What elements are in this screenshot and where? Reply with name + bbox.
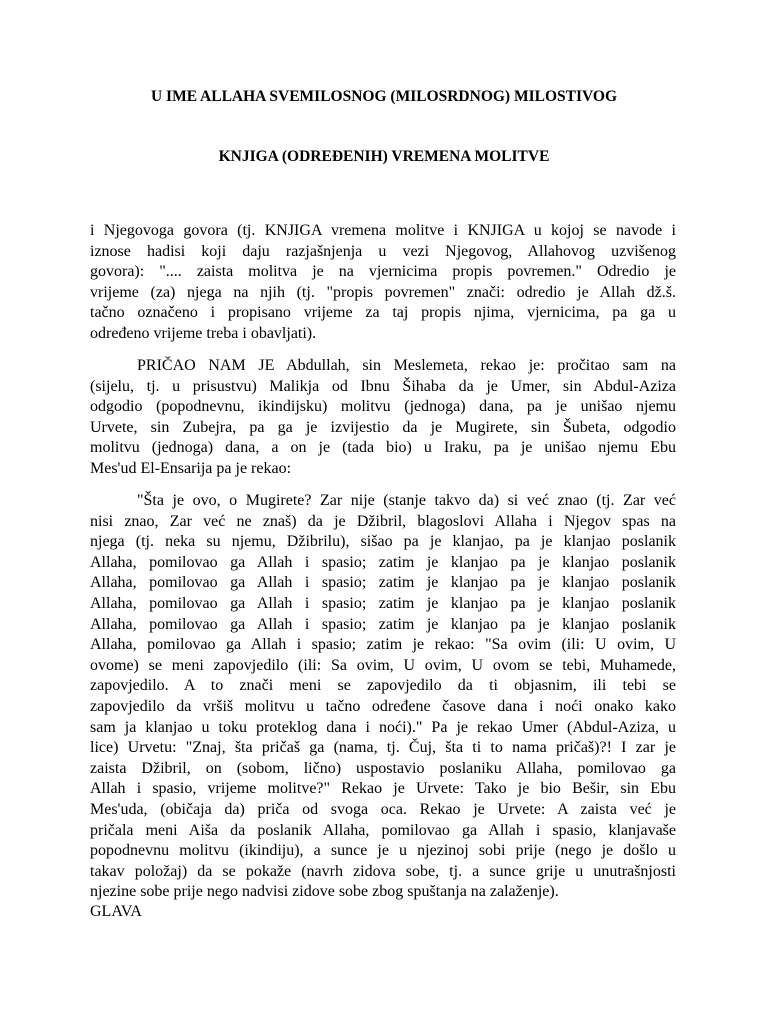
section-label: GLAVA (90, 903, 142, 920)
paragraph-narration (90, 356, 676, 480)
page-title: U IME ALLAHA SVEMILOSNOG (MILOSRDNOG) MILOSTIVOG (150, 88, 618, 105)
text-line: Allaha, pomilovao ga Allah i spasio; zatim je klanjao pa je klanjao poslanik (90, 553, 676, 571)
text-line: odgodio (popodnevnu, ikindijsku) molitvu (jednoga) dana, pa je unišao njemu (90, 398, 676, 416)
text-line: takav položaj) da se pokaže (navrh zidova sobe, tj. a sunce grije u unutrašnjosti (90, 862, 676, 880)
text-line: Mes'uda, (običaja da) priča od svoga oca. Rekao je Urvete: A zaista već je (90, 800, 676, 818)
text-line: Allaha, pomilovao ga Allah i spasio; zatim je klanjao pa je klanjao poslanik (90, 615, 676, 633)
text-line: govora): ".... zaista molitva je na vjernicima propis povremen." Odredio je (90, 263, 676, 281)
text-line: zaista Džibril, on (sobom, lično) uspostavio poslaniku Allaha, pomilovao ga (90, 759, 676, 777)
text-line: Urvete, sin Zubejra, pa ga je izvijestio da je Mugirete, sin Šubeta, odgodio (90, 418, 676, 436)
paragraph-hadith (90, 491, 676, 903)
text-line: nisi znao, Zar već ne znaš) da je Džibril, blagoslovi Allaha i Njegov spas na (90, 512, 676, 530)
text-line: tačno označeno i propisano vrijeme za taj propis njima, vjernicima, pa ga u (90, 304, 676, 322)
text-line: popodnevnu molitvu (ikindiju), a sunce je u njezinoj sobi prije (nego je došlo u (90, 842, 676, 860)
paragraph-intro (90, 221, 676, 345)
text-line: Allaha, pomilovao ga Allah i spasio; zatim je klanjao pa je klanjao poslanik (90, 574, 676, 592)
text-line: PRIČAO NAM JE Abdullah, sin Meslemeta, rekao je: pročitao sam na (137, 357, 676, 374)
text-line: Allaha, pomilovao ga Allah i spasio; zatim je klanjao pa je klanjao poslanik (90, 594, 676, 612)
text-line: sam ja klanjao u toku proteklog dana i noći)." Pa je rekao Umer (Abdul-Aziza, u (90, 718, 676, 736)
text-line: vrijeme (za) njega na njih (tj. "propis povremen" znači: odredio je Allah dž.š. (90, 283, 676, 301)
text-line: zapovjedilo da vršiš molitvu u tačno određene časove dana i noći onako kako (90, 697, 676, 715)
text-line: Mes'ud El-Ensarija pa je rekao: (90, 459, 292, 477)
text-line: molitvu (jednoga) dana, a on je (tada bio) u Iraku, pa je unišao njemu Ebu (90, 439, 676, 457)
text-line: zapovjedilo. A to znači meni se zapovjedilo da ti objasnim, ili tebi se (90, 677, 676, 695)
text-line: određeno vrijeme treba i obavljati). (90, 324, 317, 342)
text-line: "Šta je ovo, o Mugirete? Zar nije (stanje takvo da) si već znao (tj. Zar već (137, 492, 676, 509)
text-line: Allah i spasio, vrijeme molitve?" Rekao je Urvete: Tako je bio Bešir, sin Ebu (90, 780, 676, 798)
text-line: (sijelu, tj. u prisustvu) Malikja od Ibnu Šihaba da je Umer, sin Abdul-Aziza (90, 377, 676, 395)
book-title: KNJIGA (ODREĐENIH) VREMENA MOLITVE (218, 148, 550, 165)
text-line: njega (tj. neka su njemu, Džibrilu), sišao pa je klanjao, pa je klanjao poslanik (90, 533, 676, 551)
text-line: iznose hadisi koji daju razjašnjenja u vezi Njegovog, Allahovog uzvišenog (90, 242, 676, 260)
text-line: i Njegovoga govora (tj. KNJIGA vremena molitve i KNJIGA u kojoj se navode i (90, 222, 676, 239)
text-line: Allaha, pomilovao ga Allah i spasio; zatim je rekao: "Sa ovim (ili: U ovim, U (90, 636, 676, 654)
text-line: ovome) se meni zapovjedilo (ili: Sa ovim, U ovim, U ovom se tebi, Muhamede, (90, 656, 676, 674)
text-line: pričala meni Aiša da poslanik Allaha, pomilovao ga Allah i spasio, klanjavaše (90, 821, 676, 839)
text-line: njezine sobe prije nego nadvisi zidove sobe zbog spuštanja na zalaženje). (90, 883, 559, 901)
text-line: lice) Urvetu: "Znaj, šta pričaš ga (nama, tj. Čuj, šta ti to nama pričaš)?! I zar je (90, 739, 676, 757)
